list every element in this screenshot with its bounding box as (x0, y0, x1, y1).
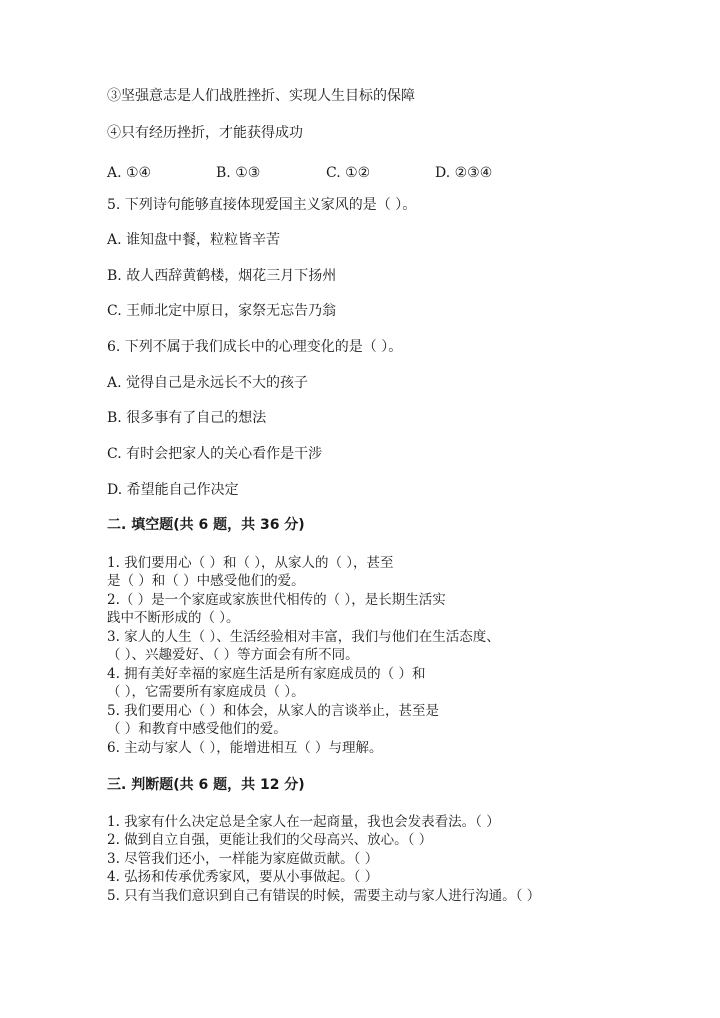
q5-option-a: A. 谁知盘中餐，粒粒皆辛苦 (107, 232, 281, 248)
q4-option-b: B. ①③ (216, 165, 261, 181)
judge-q1: 1. 我家有什么决定总是全家人在一起商量，我也会发表看法。（ ） (107, 814, 500, 830)
fill-q4-line-1: 4. 拥有美好幸福的家庭生活是所有家庭成员的（ ）和 (107, 666, 426, 682)
q5-option-b: B. 故人西辞黄鹤楼，烟花三月下扬州 (107, 268, 337, 284)
fill-q6-line-1: 6. 主动与家人（ ），能增进相互（ ）与理解。 (107, 740, 383, 756)
q4-statement-3: ③坚强意志是人们战胜挫折、实现人生目标的保障 (107, 88, 415, 104)
q4-options (107, 164, 527, 182)
judge-q4: 4. 弘扬和传承优秀家风，要从小事做起。（ ） (107, 869, 379, 885)
fill-q5-line-1: 5. 我们要用心（ ）和体会，从家人的言谈举止，甚至是 (107, 703, 439, 719)
judge-q2: 2. 做到自立自强，更能让我们的父母高兴、放心。（ ） (107, 832, 433, 848)
fill-q1-line-1: 1. 我们要用心（ ）和（ ），从家人的（ ），甚至 (107, 555, 394, 571)
q5-stem: 5. 下列诗句能够直接体现爱国主义家风的是（ ）。 (107, 197, 417, 213)
judge-q3: 3. 尽管我们还小，一样能为家庭做贡献。（ ） (107, 851, 379, 867)
judge-q5: 5. 只有当我们意识到自己有错误的时候，需要主动与家人进行沟通。（ ） (107, 888, 541, 904)
q4-option-c: C. ①② (326, 165, 371, 181)
fill-q3-line-2: （ ）、兴趣爱好、（ ）等方面会有所不同。 (107, 647, 359, 663)
fill-q2-line-1: 2.（ ）是一个家庭或家族世代相传的（ ），是长期生活实 (107, 592, 446, 608)
q6-option-a: A. 觉得自己是永远长不大的孩子 (107, 375, 309, 391)
fill-q4-line-2: （ ），它需要所有家庭成员（ ）。 (107, 684, 305, 700)
q4-option-a: A. ①④ (107, 165, 152, 181)
q4-option-d: D. ②③④ (435, 165, 493, 181)
fill-q2-line-2: 践中不断形成的（ ）。 (107, 610, 240, 626)
q6-stem: 6. 下列不属于我们成长中的心理变化的是（ ）。 (107, 339, 403, 355)
fill-q1-line-2: 是（ ）和（ ）中感受他们的爱。 (107, 573, 305, 589)
fill-q3-line-1: 3. 家人的人生（ ）、生活经验相对丰富，我们与他们在生活态度、 (107, 629, 500, 645)
fill-q5-line-2: （ ）和教育中感受他们的爱。 (107, 721, 287, 737)
section-2-heading: 二. 填空题(共 6 题，共 36 分) (107, 517, 305, 533)
q4-statement-4: ④只有经历挫折，才能获得成功 (107, 125, 303, 141)
q5-option-c: C. 王师北定中原日，家祭无忘告乃翁 (107, 303, 337, 319)
q6-option-c: C. 有时会把家人的关心看作是干涉 (107, 446, 323, 462)
q6-option-d: D. 希望能自己作决定 (107, 482, 239, 498)
section-3-heading: 三. 判断题(共 6 题，共 12 分) (107, 777, 305, 793)
q6-option-b: B. 很多事有了自己的想法 (107, 410, 267, 426)
